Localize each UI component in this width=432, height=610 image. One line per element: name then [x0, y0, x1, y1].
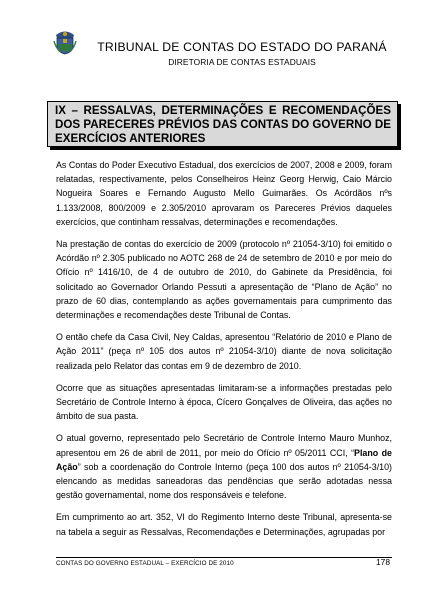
- paragraph-5-text-end: ” sob a coordenação do Controle Interno (peça 100 dos autos nº 21054-3/10) elencando as medidas saneadoras das pendências que serão adotadas nessa gestão governamental, nome dos responsáveis e telefone.: [56, 461, 392, 501]
- section-heading-box: [47, 101, 398, 147]
- paragraph-6: Em cumprimento ao art. 352, VI do Regimento Interno deste Tribunal, apresenta-se na tabela a seguir as Ressalvas, Recomendações e Determinações, agrupadas por: [56, 512, 392, 537]
- paragraph-5: [56, 431, 392, 502]
- paragraph-1: As Contas do Poder Executivo Estadual, dos exercícios de 2007, 2008 e 2009, foram relatadas, respectivamente, pelos Conselheiros Heinz Georg Herwig, Caio Márcio Nogueira Soares e Fernando Augusto Mello Guimarães. Os Acórdãos nºs 1.133/2008, 800/2009 e 2.305/2010 aprovaram os Pareceres Prévios daqueles exercícios, que continham ressalvas, determinações e recomendações.: [56, 160, 392, 227]
- paragraph-2: Na prestação de contas do exercício de 2009 (protocolo nº 21054-3/10) foi emitido o Acórdão nº 2.305 publicado no AOTC 268 de 24 de setembro de 2010 e por meio do Ofício nº 1416/10, de 4 de outubro de 2010, do Gabinete da Presidência, foi solicitado ao Governador Orlando Pessuti a apresentação de “Plano de Ação” no prazo de 60 dias, contemplando as ações governamentais para cumprimento das determinações e recomendações deste Tribunal de Contas.: [56, 239, 392, 321]
- department-name: DIRETORIA DE CONTAS ESTADUAIS: [168, 57, 316, 67]
- page-header: [0, 0, 432, 78]
- section-title: IX – RESSALVAS, DETERMINAÇÕES E RECOMENDAÇÕES DOS PARECERES PRÉVIOS DAS CONTAS DO GOVERNO DE EXERCÍCIOS ANTERIORES: [55, 104, 391, 145]
- organization-name: TRIBUNAL DE CONTAS DO ESTADO DO PARANÁ: [97, 40, 387, 54]
- parana-coat-of-arms-icon: [53, 29, 77, 55]
- page-number: 178: [376, 557, 390, 567]
- footer-title: CONTAS DO GOVERNO ESTADUAL – EXERCÍCIO DE 2010: [56, 560, 234, 567]
- paragraph-4: Ocorre que as situações apresentadas limitaram-se a informações prestadas pelo Secretário de Controle Interno à época, Cícero Gonçalves de Oliveira, das ações no âmbito de sua pasta.: [56, 382, 392, 422]
- footer-divider: [56, 557, 392, 558]
- plano-de-acao-bold: Plano de Ação: [56, 447, 392, 472]
- paragraph-3: O então chefe da Casa Civil, Ney Caldas, apresentou “Relatório de 2010 e Plano de Ação 2011” (peça nº 105 dos autos nº 21054-3/10) diante de nova solicitação realizada pelo Relator das contas em 9 de dezembro de 2010.: [56, 332, 392, 371]
- paragraph-5-text-start: O atual governo, representado pelo Secretário de Controle Interno Mauro Munhoz, apresentou em 26 de abril de 2011, por meio do Ofício nº 05/2011 CCI, “: [56, 433, 392, 458]
- body-text: [56, 158, 392, 539]
